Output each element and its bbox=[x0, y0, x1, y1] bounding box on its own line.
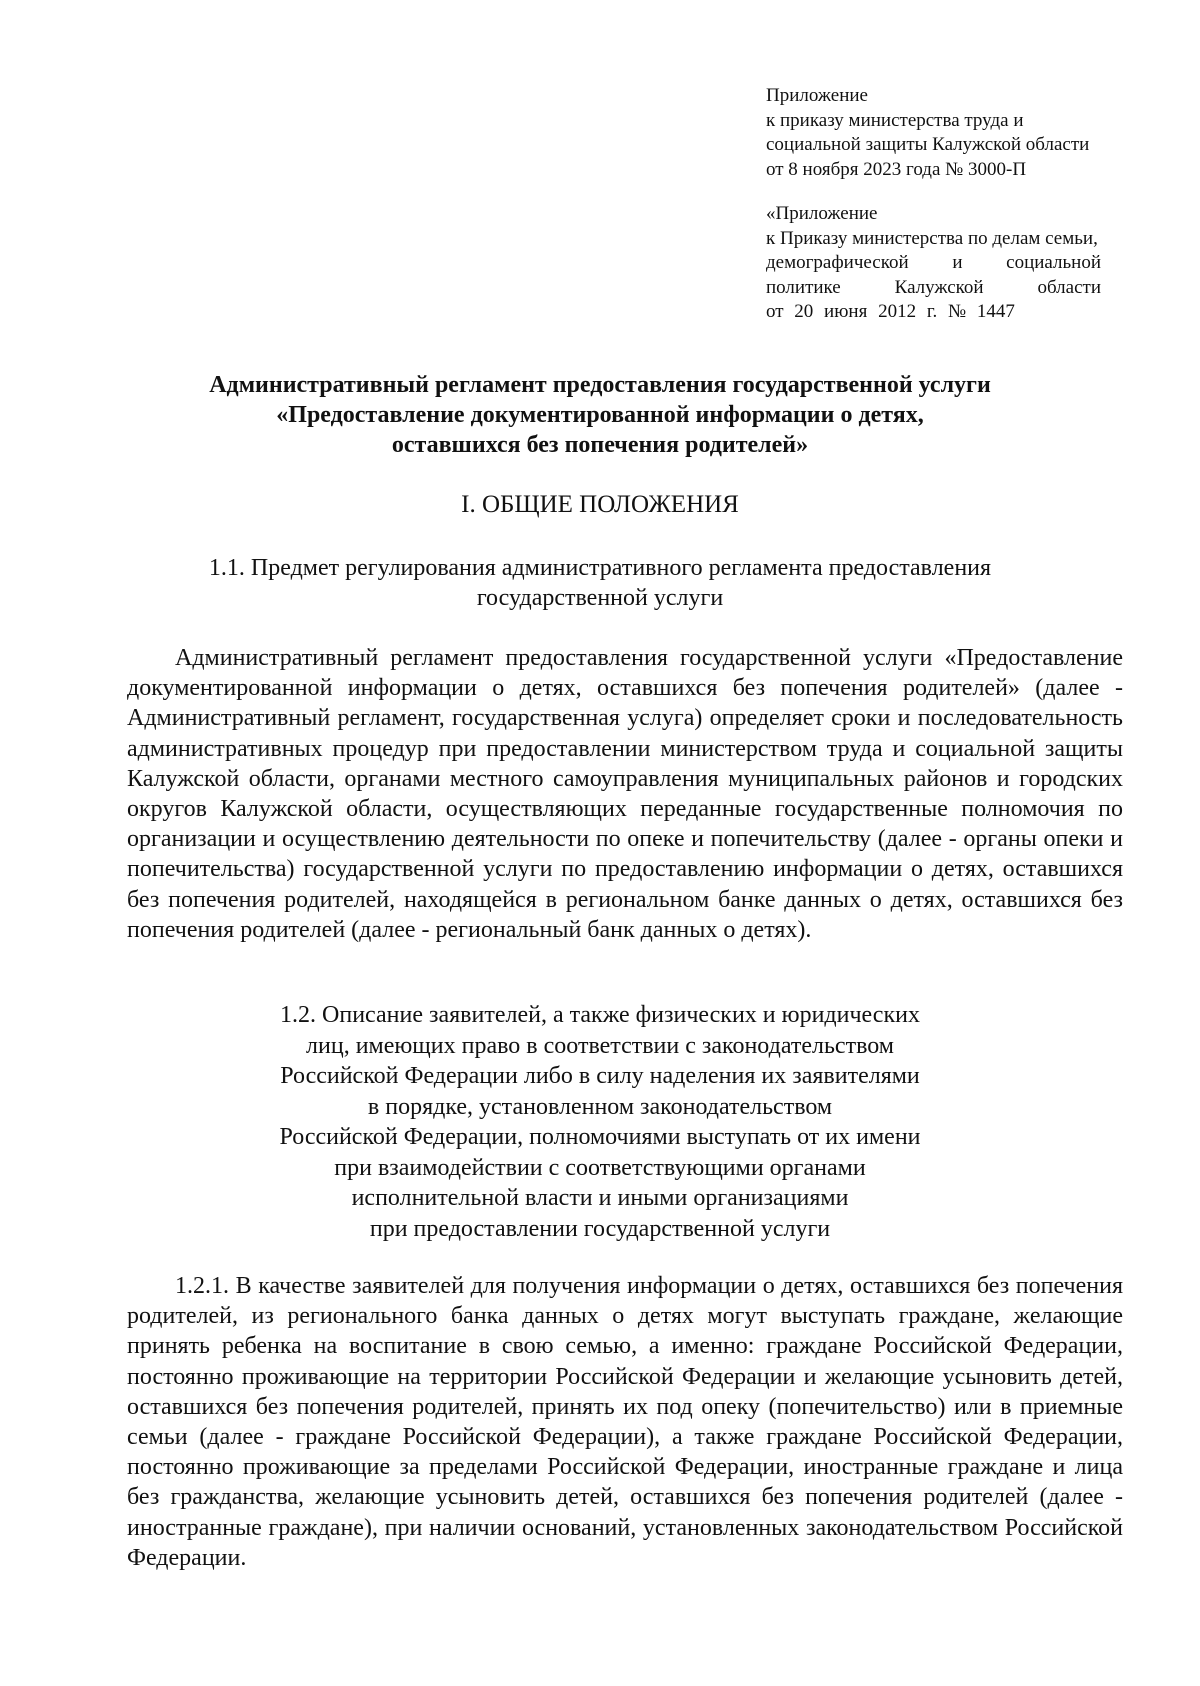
annex-block-original-order bbox=[766, 202, 1101, 325]
subsection-heading-1-1 bbox=[120, 553, 1080, 613]
annex-line: демографической и социальной bbox=[766, 252, 1101, 273]
heading-line: исполнительной власти и иными организациями bbox=[351, 1185, 849, 1211]
annex-line: от 8 ноября 2023 года № 3000-П bbox=[766, 158, 1027, 180]
subsection-heading-1-2 bbox=[120, 1000, 1080, 1244]
title-line: оставшихся без попечения родителей» bbox=[391, 432, 809, 458]
annex-line: от 20 июня 2012 г. № 1447 bbox=[766, 301, 1015, 322]
heading-line: 1.2. Описание заявителей, а также физических и юридических bbox=[280, 1002, 920, 1028]
heading-line: лиц, имеющих право в соответствии с законодательством bbox=[306, 1032, 894, 1059]
heading-line: государственной услуги bbox=[476, 585, 724, 611]
annex-line: политике Калужской области bbox=[766, 276, 1101, 298]
title-line: «Предоставление документированной информации о детях, bbox=[276, 402, 924, 428]
section-heading: I. ОБЩИЕ ПОЛОЖЕНИЯ bbox=[461, 491, 739, 518]
annex-line: «Приложение bbox=[766, 203, 878, 224]
heading-line: при предоставлении государственной услуги bbox=[369, 1215, 831, 1242]
annex-block-current-order bbox=[766, 84, 1126, 182]
heading-line: Российской Федерации либо в силу наделения их заявителями bbox=[280, 1063, 920, 1089]
annex-line: Приложение bbox=[766, 85, 868, 106]
heading-line: Российской Федерации, полномочиями выступать от их имени bbox=[279, 1124, 921, 1150]
heading-line: 1.1. Предмет регулирования административного регламента предоставления bbox=[208, 555, 992, 581]
annex-line: к Приказу министерства по делам семьи, bbox=[766, 227, 1098, 249]
paragraph-1-1: Административный регламент предоставления государственной услуги «Предоставление документированной информации о детях, оставшихся без попечения родителей» (далее - Административный регламент, государственная услуга) определяет сроки и последовательность административных процедур при предоставлении министерством труда и социальной защиты Калужской области, органами местного самоуправления муниципальных районов и городских округов Калужской области, осуществляющих переданные государственные полномочия по организации и осуществлению деятельности по опеке и попечительству (далее - органы опеки и попечительства) государственной услуги по предоставлению информации о детях, оставшихся без попечения родителей, находящейся в региональном банке данных о детях, оставшихся без попечения родителей (далее - региональный банк данных о детях). bbox=[127, 645, 1123, 943]
annex-line: социальной защиты Калужской области bbox=[766, 134, 1090, 155]
title-line: Административный регламент предоставления государственной услуги bbox=[209, 372, 991, 398]
heading-line: при взаимодействии с соответствующими органами bbox=[334, 1154, 866, 1181]
heading-line: в порядке, установленном законодательством bbox=[367, 1093, 833, 1120]
annex-line: к приказу министерства труда и bbox=[766, 109, 1024, 131]
paragraph-1-2-1: 1.2.1. В качестве заявителей для получения информации о детях, оставшихся без попечения родителей, из регионального банка данных о детях могут выступать граждане, желающие принять ребенка на воспитание в свою семью, а именно: граждане Российской Федерации, постоянно проживающие на территории Российской Федерации и желающие усыновить детей, оставшихся без попечения родителей, принять их под опеку (попечительство) или в приемные семьи (далее - граждане Российской Федерации), а также граждане Российской Федерации, постоянно проживающие за пределами Российской Федерации, иностранные граждане и лица без гражданства, желающие усыновить детей, оставшихся без попечения родителей (далее - иностранные граждане), при наличии оснований, установленных законодательством Российской Федерации. bbox=[127, 1273, 1123, 1571]
document-title bbox=[120, 370, 1080, 460]
